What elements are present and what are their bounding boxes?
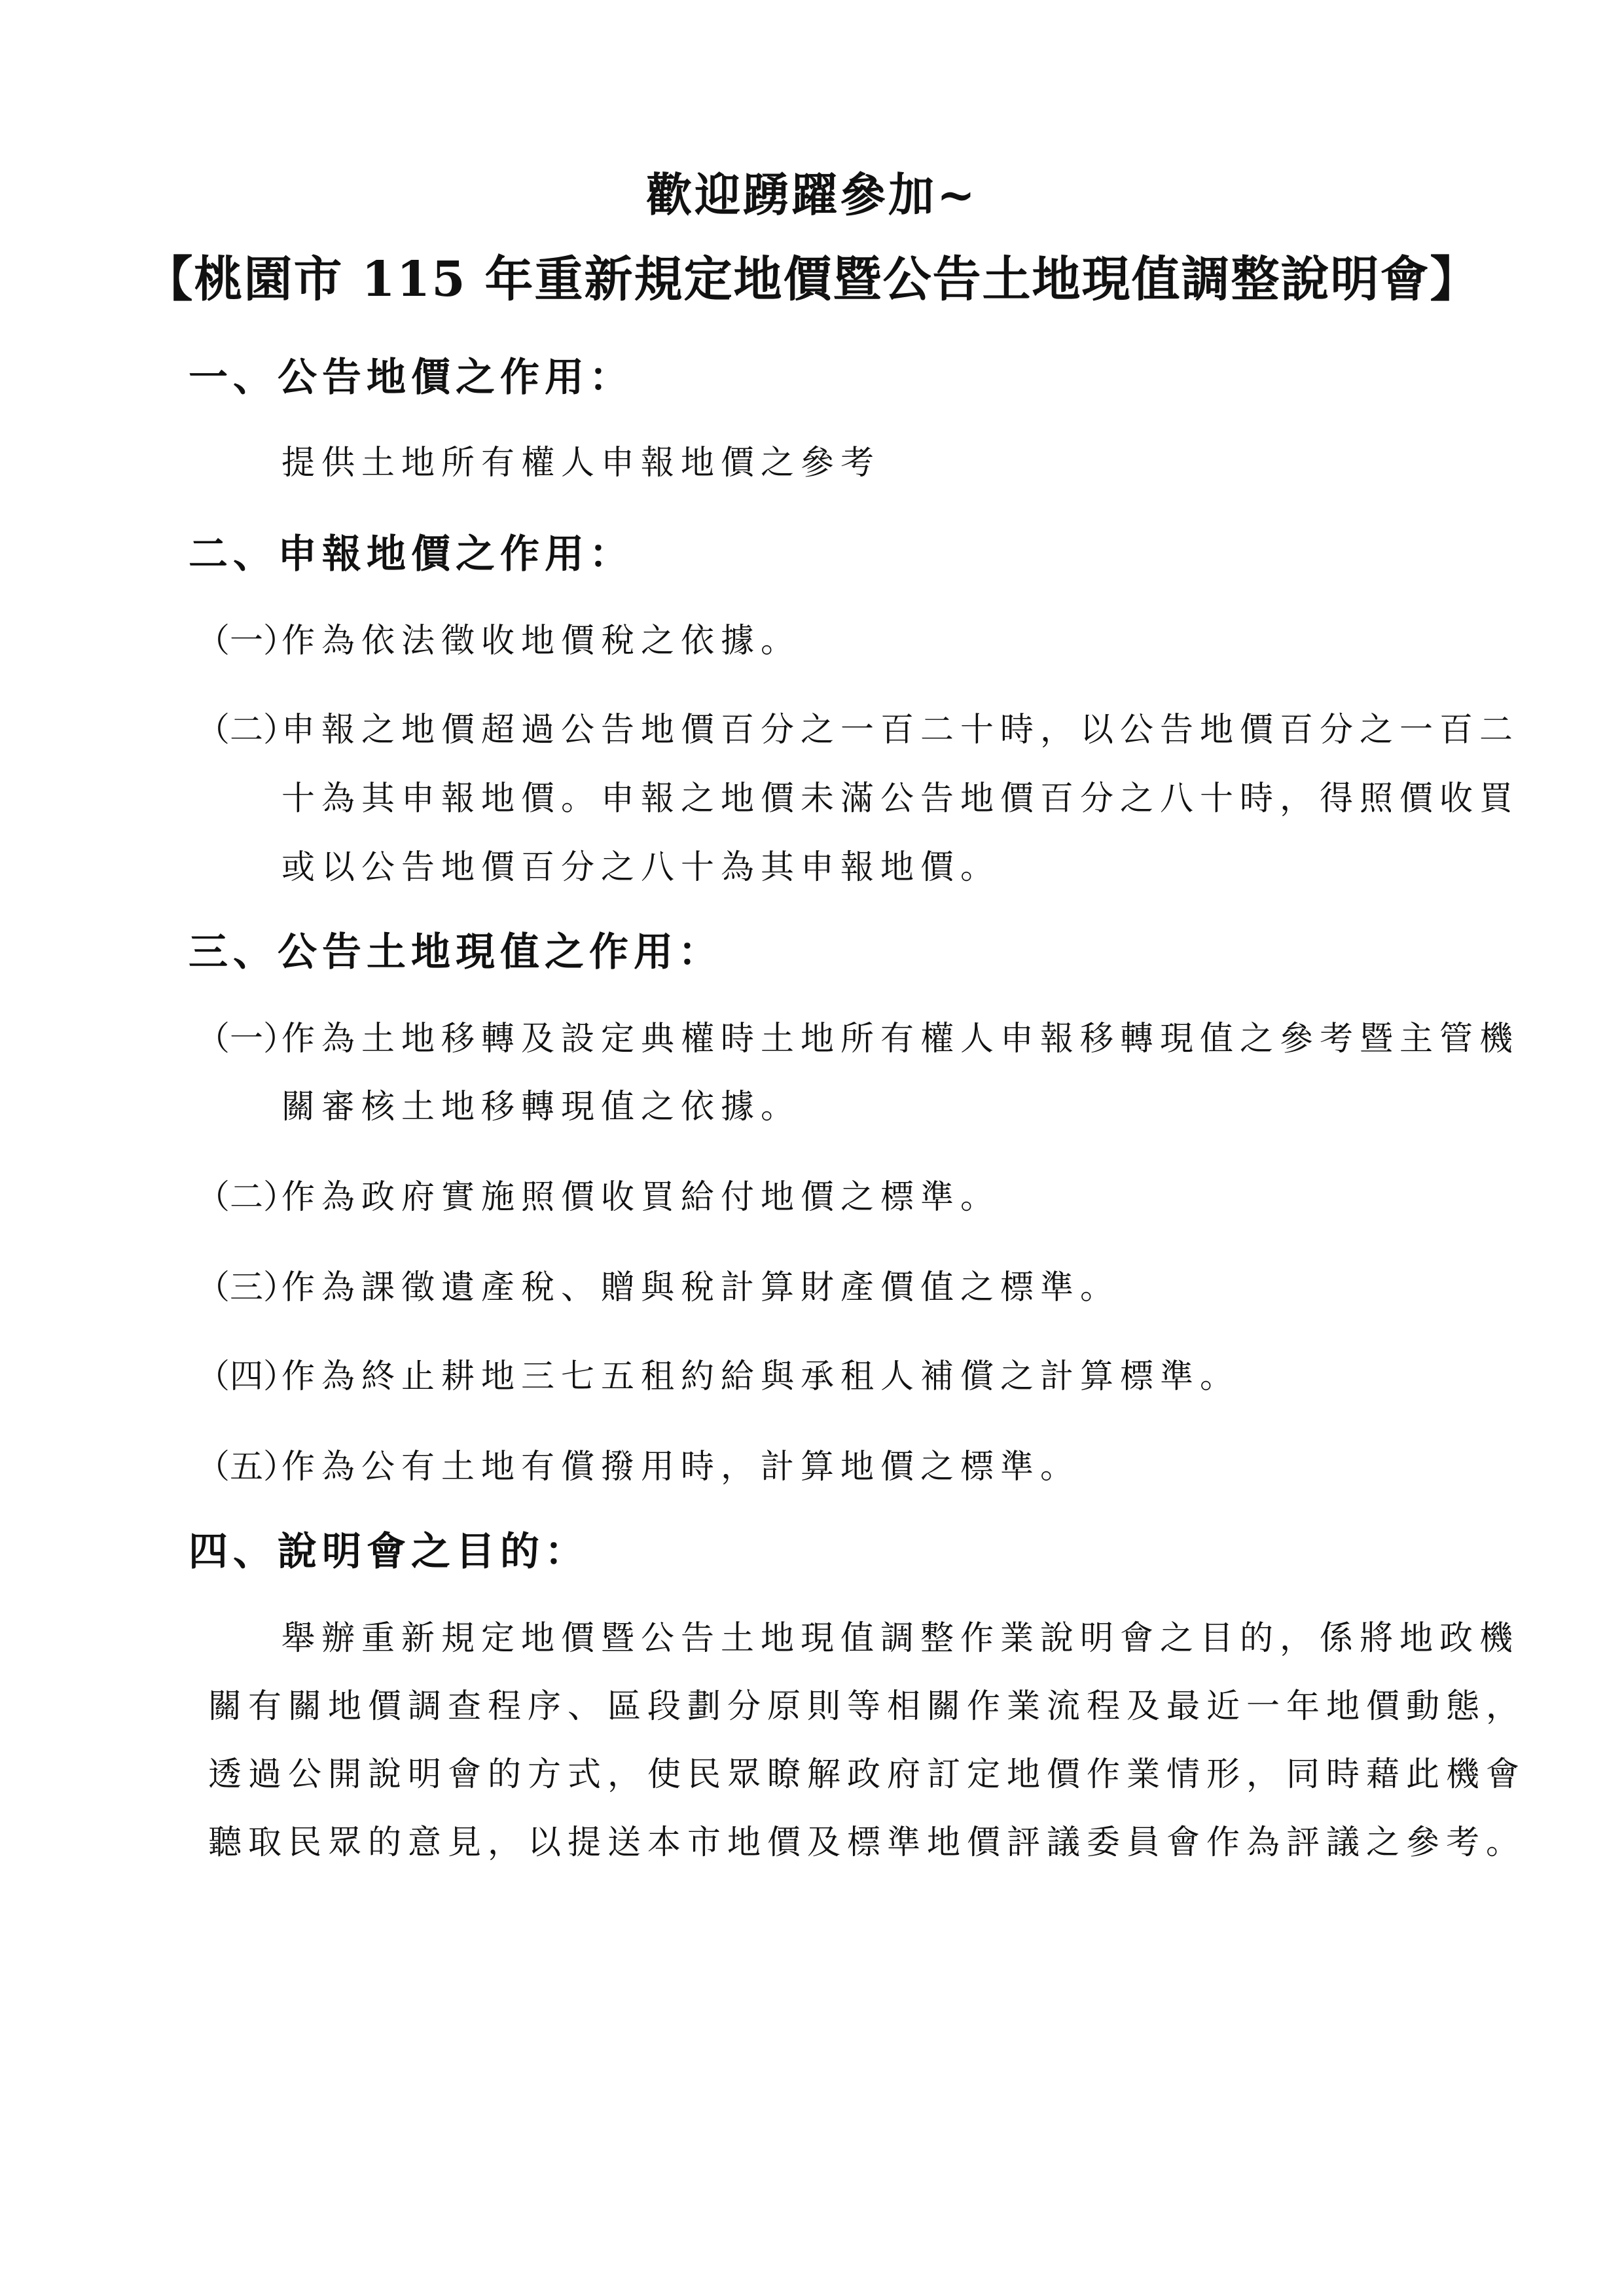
section-3-item-1-line-2: 關審核土地移轉現值之依據。 xyxy=(281,1088,801,1126)
section-2-item-2-line-3: 或以公告地價百分之八十為其申報地價。 xyxy=(281,848,1001,887)
section-3-item-2 xyxy=(196,1174,1000,1221)
item-text: 作為政府實施照價收買給付地價之標準。 xyxy=(281,1178,1001,1217)
item-text: 申報之地價超過公告地價百分之一百二十時，以公告地價百分之一百二 xyxy=(281,711,1520,749)
section-2-item-1 xyxy=(196,618,801,665)
page-title: 【桃園市 115 年重新規定地價暨公告土地現值調整說明會】 xyxy=(144,251,1480,308)
item-number: （一） xyxy=(196,622,297,660)
section-4-line-3: 透過公開說明會的方式，使民眾瞭解政府訂定地價作業情形，同時藉此機會 xyxy=(208,1755,1526,1794)
welcome-banner: 歡迎踴躍參加~ xyxy=(646,168,978,222)
item-number: （二） xyxy=(196,1178,297,1217)
item-text: 作為依法徵收地價稅之依據。 xyxy=(281,622,801,660)
section-heading-2: 二、申報地價之作用： xyxy=(189,531,634,577)
section-4-line-1: 舉辦重新規定地價暨公告土地現值調整作業說明會之目的，係將地政機 xyxy=(281,1619,1520,1658)
section-heading-3: 三、公告土地現值之作用： xyxy=(189,929,723,975)
item-number: （四） xyxy=(196,1357,297,1396)
item-text: 作為課徵遺產稅、贈與稅計算財產價值之標準。 xyxy=(281,1268,1121,1307)
section-3-item-4 xyxy=(196,1354,1240,1401)
section-2-item-2-line-2: 十為其申報地價。申報之地價未滿公告地價百分之八十時，得照價收買 xyxy=(281,780,1520,818)
section-3-item-3 xyxy=(196,1265,1120,1312)
item-number: （二） xyxy=(196,711,297,749)
item-number: （五） xyxy=(196,1448,297,1486)
item-number: （一） xyxy=(196,1020,297,1058)
section-heading-4: 四、說明會之目的： xyxy=(189,1529,589,1575)
item-text: 作為公有土地有償撥用時，計算地價之標準。 xyxy=(281,1448,1081,1486)
section-3-item-1 xyxy=(196,1016,1519,1063)
section-1-text: 提供土地所有權人申報地價之參考 xyxy=(281,444,881,482)
section-heading-1: 一、公告地價之作用： xyxy=(189,355,634,401)
section-2-item-2 xyxy=(196,707,1519,754)
section-3-item-5 xyxy=(196,1444,1080,1491)
item-text: 作為終止耕地三七五租約給與承租人補償之計算標準。 xyxy=(281,1357,1240,1396)
item-text: 作為土地移轉及設定典權時土地所有權人申報移轉現值之參考暨主管機 xyxy=(281,1020,1520,1058)
section-4-line-4: 聽取民眾的意見，以提送本市地價及標準地價評議委員會作為評議之參考。 xyxy=(208,1823,1526,1862)
section-4-line-2: 關有關地價調查程序、區段劃分原則等相關作業流程及最近一年地價動態， xyxy=(208,1687,1526,1726)
item-number: （三） xyxy=(196,1268,297,1307)
